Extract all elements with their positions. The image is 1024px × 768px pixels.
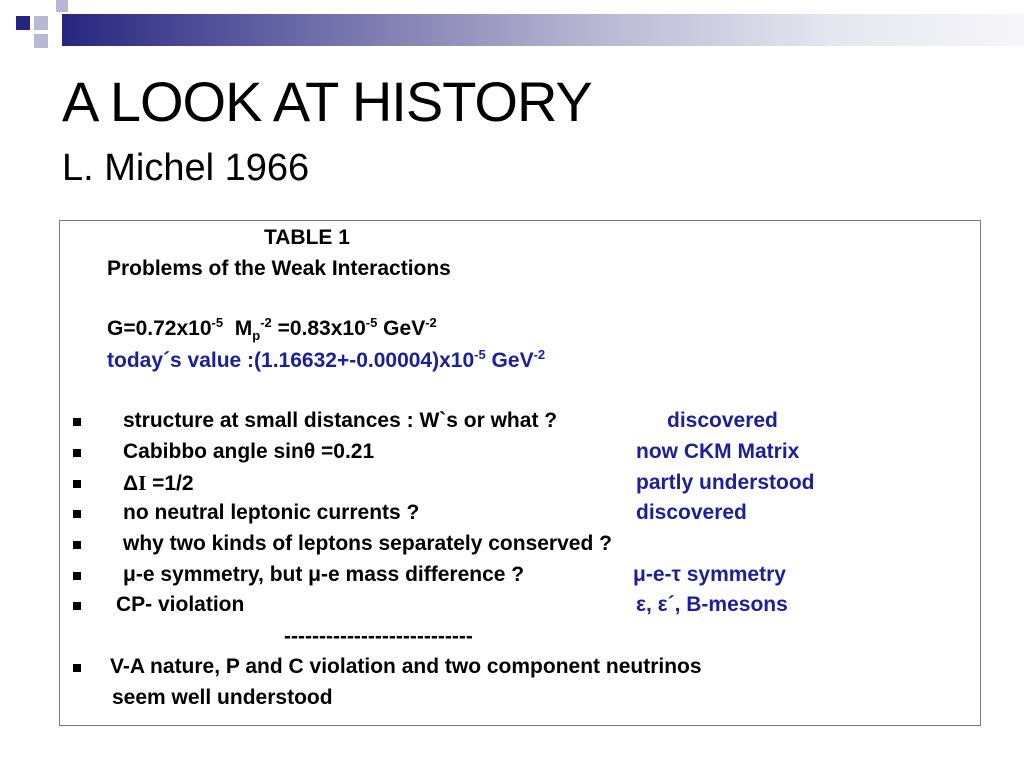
bullet-marker <box>73 602 81 610</box>
table-caption: Problems of the Weak Interactions <box>107 257 451 280</box>
bullet-marker <box>73 572 81 580</box>
coupling-formula: $G=0.72x10^{-5}$ $M_p^{-2} =0.83x10^{-5}$ GeV$^{-2}$ <box>107 315 437 344</box>
problem-text: μ-e symmetry, but μ-e mass difference ? <box>123 563 525 586</box>
problem-text: no neutral leptonic currents ? <box>123 501 420 524</box>
bullet-marker <box>73 480 81 488</box>
problem-text: ΔI =1/2 <box>123 471 194 495</box>
problem-text: structure at small distances : W`s or what ? <box>123 409 558 432</box>
problem-text: CP- violation <box>116 593 245 616</box>
summary-line-1: V-A nature, P and C violation and two component neutrinos <box>110 655 702 678</box>
problem-status: discovered <box>667 409 778 432</box>
header-square-light <box>34 16 48 30</box>
today-value: today´s value $:(1.16632+-0.00004)x10^{-5}$ GeV$^{-2}$ <box>107 347 546 372</box>
problem-status: now CKM Matrix <box>636 440 800 463</box>
problem-text: why two kinds of leptons separately conserved ? <box>123 532 612 555</box>
table-box <box>59 220 981 726</box>
problem-text: Cabibbo angle sinθ =0.21 <box>123 440 375 463</box>
problem-status: partly understood <box>636 471 815 494</box>
problem-status: discovered <box>636 501 747 524</box>
header-square-dark <box>16 16 30 30</box>
bullet-marker <box>73 510 81 518</box>
slide-title: A LOOK AT HISTORY <box>62 70 592 133</box>
summary-line-2: seem well understood <box>112 686 333 709</box>
header-square-light <box>56 0 68 12</box>
slide-subtitle: L. Michel 1966 <box>62 147 310 189</box>
problem-status: μ-e-τ symmetry <box>633 563 786 586</box>
bullet-marker <box>73 418 81 426</box>
bullet-marker <box>73 541 81 549</box>
table-heading: TABLE 1 <box>264 226 350 249</box>
header-square-light <box>34 34 48 48</box>
bullet-marker <box>73 664 81 672</box>
divider-line: --------------------------- <box>284 625 473 648</box>
bullet-marker <box>73 449 81 457</box>
header-gradient-bar <box>62 14 1024 46</box>
problem-status: ε, ε´, B-mesons <box>636 593 788 616</box>
